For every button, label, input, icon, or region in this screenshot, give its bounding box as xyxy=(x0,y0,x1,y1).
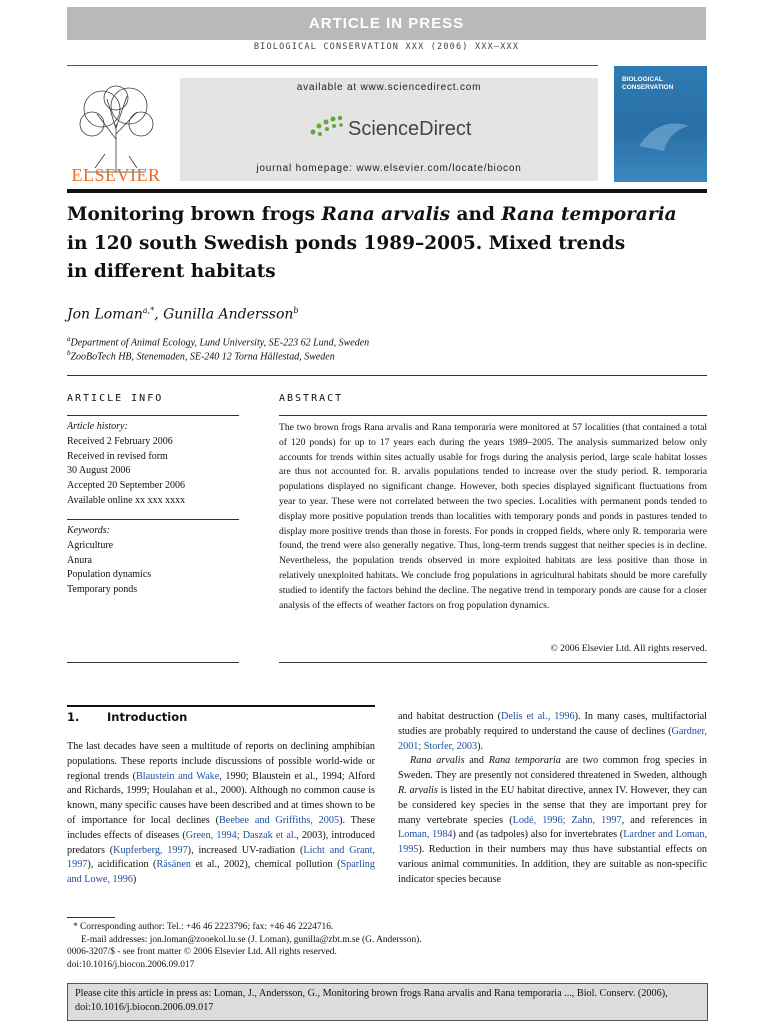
header-rule xyxy=(67,65,598,66)
citation-notice-box: Please cite this article in press as: Loman, J., Andersson, G., Monitoring brown frogs Rana arvalis and Rana temporaria ..., Biol. Conserv. (2006), doi:10.1016/j.biocon.2006.09.017 xyxy=(67,983,708,1021)
keyword: Temporary ponds xyxy=(67,584,138,596)
affiliation-b: $^b$ZooBoTech HB, Stenemaden, SE-240 12 Torna Hällestad, Sweden xyxy=(67,349,335,363)
corresponding-author-note: * Corresponding author: Tel.: +46 46 2223796; fax: +46 46 2224716. xyxy=(73,922,334,932)
citation-link[interactable]: Gardner, 2001; Storfer, 2003 xyxy=(398,725,707,752)
citation-link[interactable]: Lodé, 1996; Zahn, 1997 xyxy=(512,814,622,826)
sciencedirect-wordmark: ScienceDirect xyxy=(348,118,472,140)
keywords-rule xyxy=(67,519,239,520)
footnotes xyxy=(67,921,707,971)
cover-title: BIOLOGICAL CONSERVATION xyxy=(622,76,674,91)
article-title: Monitoring brown frogs Rana arvalis and Rana temporaria in 120 south Swedish ponds 1989–2005. Mixed trends in different habitats xyxy=(67,204,677,282)
citation-link[interactable]: Lardner and Loman, 1995 xyxy=(398,829,708,856)
intro-column-left: The last decades have seen a multitude of reports on declining amphibian populations. These reports include discussions of possible world-wide or regional trends (Blaustein and Wake, 1990; Blaustein et al., 1994; Alford and Richards, 1999; Houlahan et al., 2000). Although no common cause is known, many specific causes have been described and at times shown to be of importance for local declines (Beebee and Griffiths, 2005). These includes effects of diseases (Green, 1994; Daszak et al., 2003), introduced predators (Kupferberg, 1997), increased UV-radiation (Licht and Grant, 1997), acidification (Räsänen et al., 2002), chemical pollution (Sparling and Lowe, 1996) xyxy=(67,741,375,886)
citation-link[interactable]: Blaustein and Wake xyxy=(135,770,220,782)
intro-rule xyxy=(67,705,375,707)
keywords-list: Keywords: Agriculture Anura Population dynamics Temporary ponds xyxy=(67,524,239,598)
author-name: Gunilla Andersson xyxy=(163,306,294,323)
elsevier-wordmark: ELSEVIER xyxy=(71,165,161,185)
citation-link[interactable]: Delis et al., 1996 xyxy=(501,711,575,722)
issn-line: 0006-3207/$ - see front matter © 2006 Elsevier Ltd. All rights reserved. xyxy=(67,947,337,958)
doi-line: doi:10.1016/j.biocon.2006.09.017 xyxy=(67,959,195,970)
sciencedirect-dots-icon xyxy=(308,114,348,140)
article-in-press-banner: ARTICLE IN PRESS xyxy=(67,7,706,40)
available-at-text: available at www.sciencedirect.com xyxy=(296,82,482,93)
affiliation-a: $^a$Department of Animal Ecology, Lund University, SE-223 62 Lund, Sweden xyxy=(67,335,370,349)
citation-link[interactable]: Licht and Grant, 1997 xyxy=(67,844,375,871)
article-info-heading: ARTICLE INFO xyxy=(67,393,164,404)
journal-citation-line: BIOLOGICAL CONSERVATION XXX (2006) XXX–XXX xyxy=(253,42,520,52)
citation-link[interactable]: Sparling and Lowe, 1996 xyxy=(67,859,375,886)
citation-link[interactable]: Räsänen xyxy=(156,859,191,871)
keyword: Population dynamics xyxy=(67,569,152,581)
sciencedirect-header-box xyxy=(180,78,598,181)
section-heading-introduction: 1. Introduction xyxy=(67,710,188,724)
keyword: Agriculture xyxy=(67,539,114,551)
citation-link[interactable]: Loman, 1984 xyxy=(398,829,453,841)
cover-bird-graphic xyxy=(634,106,694,166)
section-divider xyxy=(67,375,707,376)
email-addresses: E-mail addresses: jon.loman@zooekol.lu.se (J. Loman), gunilla@zbt.m.se (G. Andersson). xyxy=(81,934,422,945)
abstract-text: The two brown frogs Rana arvalis and Rana temporaria were monitored at 57 localities (that contained a total of 120 ponds) for up to 17 years each during the years 1989–2005. The analysis summarized below only accounts for trends within sites actually usable for frogs during the analysis period, large scale habitat losses are thus not accounted for. R. arvalis populations tended to increase over the study period. R. temporaria populations displayed no significant change. However, both species displayed significant fluctuations from year to year. These were not correlated between the two species. Localities with permanent ponds tended to display more positive population trends than localities with temporary ponds and ponds in pastures tended to display more positive trends than those in forests. For ponds in cropped fields, where only R. temporaria were found, the trend were also generally negative. Thus, long-term trends suggest that neither species is in decline. Nevertheless, the population trends observed in more exploited habitats are less positive than those in relatively unexploited habitats. We conclude frog populations in agricultural habitats should be more carefully studied to identify the factors behind the decline. The negative trend in temporary ponds are cause for a closer analysis of the effects of weather factors on frog population dynamics. xyxy=(279,422,707,611)
article-info-bottom-rule xyxy=(67,662,239,663)
author-list: Jon Loman$^{a,*}$, Gunilla Andersson$^b$ xyxy=(67,306,299,323)
citation-link[interactable]: Beebee and Griffiths, 2005 xyxy=(219,814,340,826)
citation-link[interactable]: Green, 1994; Daszak et al. xyxy=(185,829,297,841)
intro-column-right: and habitat destruction (Delis et al., 1996). In many cases, multifactorial studies are probably required to understand the cause of declines (Gardner, 2001; Storfer, 2003). Rana arvalis and Rana temporaria are two common frog species in Sweden. They are presently not considered threatened in Sweden, although R. arvalis is listed in the EU habitat directive, annex IV. However, they can be considered key species in the sense that they are important prey for many vertebrate species (Lodé, 1996; Zahn, 1997, and references in Loman, 1984) and (as tadpoles) also for invertebrates (Lardner and Loman, 1995). Reduction in their numbers may thus have substantial effects on various animal communities. In addition, they are suitable as non-specific indicator species because xyxy=(398,711,708,885)
abstract-rule xyxy=(279,415,707,416)
footnote-rule xyxy=(67,917,115,918)
author-name: Jon Loman xyxy=(67,306,143,323)
title-rule xyxy=(67,189,707,193)
article-history: Article history: Received 2 February 2006 Received in revised form 30 August 2006 Accepted 20 September 2006 Available online xx xxx xxxx xyxy=(67,421,186,506)
abstract-copyright: © 2006 Elsevier Ltd. All rights reserved. xyxy=(550,643,707,654)
keyword: Anura xyxy=(67,554,92,566)
article-info-rule xyxy=(67,415,239,416)
abstract-bottom-rule xyxy=(279,662,707,663)
journal-cover-thumbnail xyxy=(614,66,707,182)
citation-link[interactable]: Kupferberg, 1997 xyxy=(113,844,188,856)
abstract-heading: ABSTRACT xyxy=(279,393,344,404)
journal-homepage-text: journal homepage: www.elsevier.com/locate/biocon xyxy=(256,163,522,174)
